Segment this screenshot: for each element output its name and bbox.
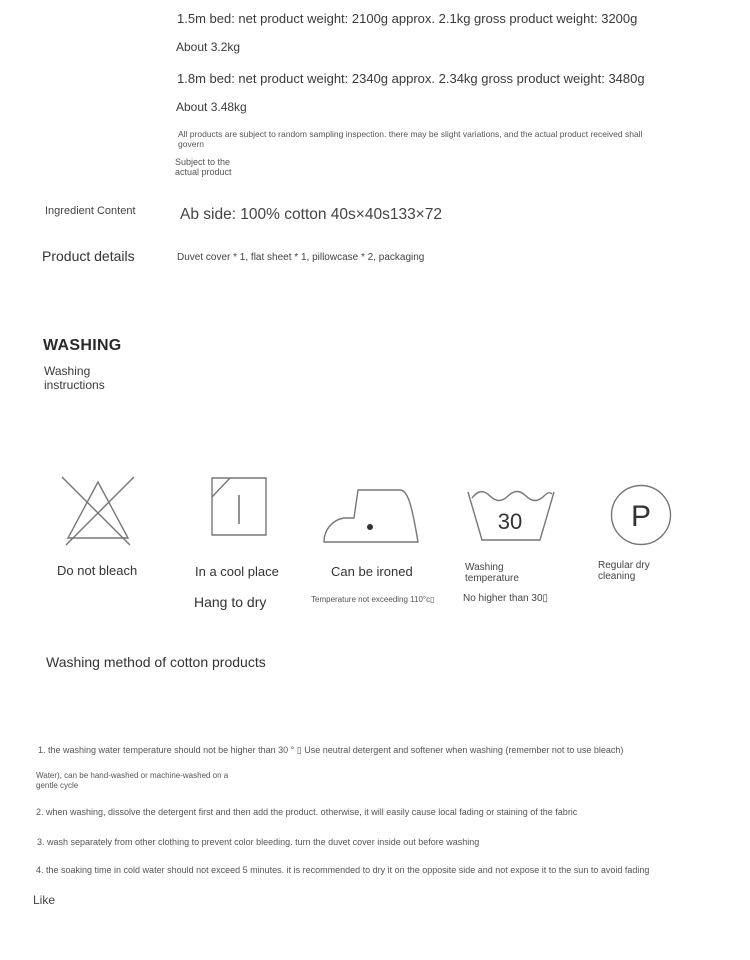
washing-subheading: [44, 364, 105, 392]
method-item-2: 2. when washing, dissolve the detergent first and then add the product. otherwise, it will easily cause local fading or staining of the fabric: [36, 807, 578, 817]
wash-30-icon: [466, 486, 556, 544]
method-item-1-continued-line-1: Water), can be hand-washed or machine-washed on a: [36, 771, 229, 780]
method-item-1-continued-line-2: gentle cycle: [36, 781, 79, 790]
disclaimer-line-1: All products are subject to random sampling inspection. there may be slight variations, and the actual product received shall: [178, 129, 643, 139]
dry-clean-icon-text: P: [630, 500, 652, 533]
iron-temperature-note: Temperature not exceeding 110°c▯: [311, 595, 435, 604]
do-not-bleach-label: Do not bleach: [57, 563, 138, 578]
washing-temperature-label-line-2: temperature: [465, 573, 519, 584]
washing-temperature-note: No higher than 30▯: [463, 593, 549, 604]
weight-15-bed: 1.5m bed: net product weight: 2100g approx. 2.1kg gross product weight: 3200g: [177, 11, 638, 26]
washing-method-title: Washing method of cotton products: [46, 654, 266, 670]
dry-clean-icon: [609, 483, 673, 547]
subject-note-line-2: actual product: [175, 167, 232, 177]
disclaimer: [178, 129, 642, 149]
subject-note-line-1: Subject to the: [175, 157, 231, 167]
dry-clean-label-line-2: cleaning: [598, 571, 636, 582]
weight-18-about: About 3.48kg: [176, 100, 247, 114]
weight-18-bed: 1.8m bed: net product weight: 2340g approx. 2.34kg gross product weight: 3480g: [177, 71, 645, 86]
method-item-4: 4. the soaking time in cold water should not exceed 5 minutes. it is recommended to dry it on the opposite side and not expose it to the sun to avoid fading: [36, 865, 650, 875]
crop-mask: [0, 878, 750, 886]
ingredient-value: Ab side: 100% cotton 40s×40s133×72: [180, 206, 442, 223]
washing-temperature-label-line-1: Washing: [465, 562, 504, 573]
washing-subheading-line-1: Washing: [44, 364, 91, 378]
dry-clean-label: [598, 560, 650, 582]
method-item-1: 1. the washing water temperature should not be higher than 30 ° ▯ Use neutral detergent and softener when washing (remember not to use bleach): [38, 745, 624, 755]
subject-note: [175, 157, 232, 177]
method-item-1-continued: [36, 771, 228, 791]
ingredient-label: Ingredient Content: [45, 205, 136, 217]
dry-in-shade-icon: [210, 477, 268, 537]
hang-to-dry-label: Hang to dry: [194, 594, 267, 610]
washing-subheading-line-2: instructions: [44, 378, 105, 392]
cool-place-label: In a cool place: [195, 564, 279, 579]
washing-heading: WASHING: [43, 337, 122, 354]
product-details-label: Product details: [42, 248, 135, 264]
do-not-bleach-icon: [60, 474, 136, 548]
method-item-3: 3. wash separately from other clothing to prevent color bleeding. turn the duvet cover inside out before washing: [37, 837, 480, 847]
weight-15-about: About 3.2kg: [176, 40, 241, 54]
like-text: Like: [33, 893, 56, 907]
iron-icon: [322, 486, 420, 546]
washing-temperature-label: [465, 562, 519, 584]
disclaimer-line-2: govern: [178, 139, 204, 149]
dry-clean-label-line-1: Regular dry: [598, 560, 650, 571]
can-be-ironed-label: Can be ironed: [331, 564, 413, 579]
product-details-value: Duvet cover * 1, flat sheet * 1, pillowcase * 2, packaging: [177, 252, 425, 263]
wash-30-icon-text: 30: [497, 509, 523, 534]
